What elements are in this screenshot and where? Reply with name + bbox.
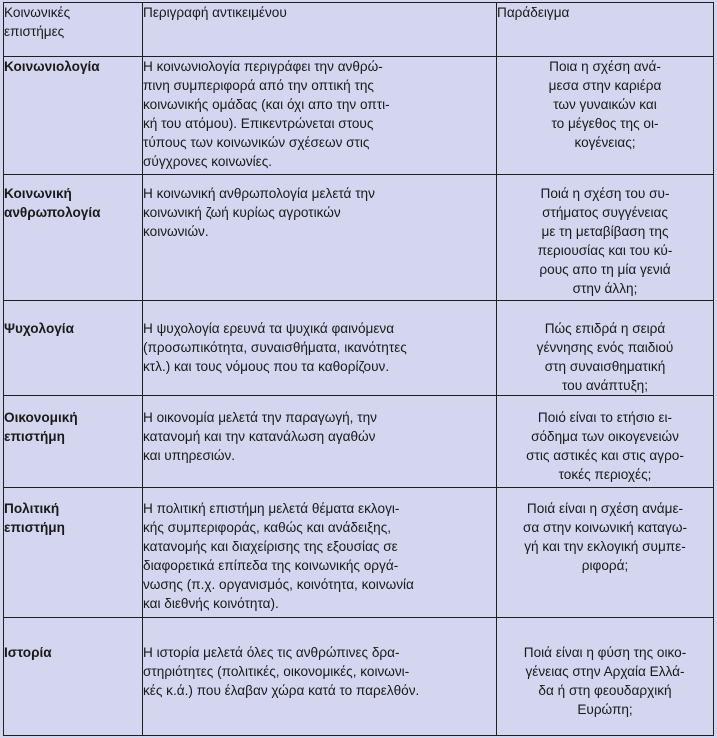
- science-example-line: των γυναικών και: [553, 97, 657, 112]
- science-description-line: διαφορετικά επίπεδα της κοινωνικής οργά-: [143, 558, 399, 573]
- science-name-cell: [4, 57, 143, 175]
- science-description-line: κοινωνικής ομάδας (και όχι απο την οπτι-: [143, 97, 390, 112]
- science-example-line: περιουσίας και του κύ-: [537, 243, 673, 258]
- science-name-line: Ψυχολογία: [4, 321, 74, 336]
- science-example-line: σα στην κοινωνική καταγω-: [523, 520, 687, 535]
- science-example-line: Ποια η σχέση ανά-: [549, 59, 661, 74]
- science-example-line: του ανάπτυξη;: [561, 378, 649, 393]
- science-description-line: Η ιστορία μελετά όλες τις ανθρώπινες δρα-: [143, 645, 400, 660]
- science-description-cell: [143, 301, 497, 396]
- science-description-line: κές κ.ά.) που έλαβαν χώρα κατά το παρελθόν.: [143, 683, 420, 698]
- science-name-line: επιστήμη: [4, 429, 65, 444]
- science-example-cell: [497, 175, 714, 301]
- table-row: [4, 618, 714, 736]
- science-description-line: τύπους των κοινωνικών σχέσεων στις: [143, 135, 370, 150]
- table-body: [4, 57, 714, 736]
- header-line: επιστήμες: [4, 24, 65, 39]
- table-row: [4, 396, 714, 488]
- science-example-line: μεσα στην καριέρα: [548, 78, 662, 93]
- science-example-cell: [497, 618, 714, 736]
- science-example-line: ριφορά;: [581, 558, 629, 573]
- science-description-line: Η ψυχολογία ερευνά τα ψυχικά φαινόμενα: [143, 321, 395, 336]
- science-example-cell: [497, 57, 714, 175]
- science-example-line: γένειας στην Αρχαία Ελλά-: [525, 664, 685, 679]
- science-description-line: Η οικονομία μελετά την παραγωγή, την: [143, 410, 377, 425]
- science-name-line: Κοινωνική: [4, 186, 72, 201]
- science-example-line: Ευρώπη;: [577, 702, 633, 717]
- science-example-line: σόδημα των οικογενειών: [531, 429, 679, 444]
- science-name-line: Κοινωνιολογία: [4, 59, 100, 74]
- science-name-line: επιστήμη: [4, 520, 65, 535]
- science-example-line: Πώς επιδρά η σειρά: [544, 321, 666, 336]
- science-example-line: το μέγεθος της οι-: [551, 116, 659, 131]
- science-name-line: Οικονομική: [4, 410, 78, 425]
- science-description-line: και διεθνής κοινότητα).: [143, 596, 279, 611]
- science-description-cell: [143, 488, 497, 618]
- table-row: [4, 488, 714, 618]
- science-example-line: Ποιά η σχέση του συ-: [540, 186, 670, 201]
- science-description-cell: [143, 175, 497, 301]
- science-example-line: γέννησης ενός παιδιού: [536, 340, 674, 355]
- science-description-line: και υπηρεσιών.: [143, 448, 236, 463]
- science-name-line: Ιστορία: [4, 645, 52, 660]
- table-row: [4, 301, 714, 396]
- science-description-cell: [143, 57, 497, 175]
- science-description-line: στηριότητες (πολιτικές, οικονομικές, κοινωνι-: [143, 664, 410, 679]
- science-name-cell: [4, 618, 143, 736]
- science-example-cell: [497, 301, 714, 396]
- table-row: [4, 175, 714, 301]
- science-description-line: κή του ατόμου). Επικεντρώνεται στους: [143, 116, 374, 131]
- science-description-line: Η κοινωνική ανθρωπολογία μελετά την: [143, 186, 375, 201]
- header-line: Κοινωνικές: [4, 5, 71, 20]
- science-name-cell: [4, 301, 143, 396]
- science-name-cell: [4, 396, 143, 488]
- header-description: Περιγραφή αντικειμένου: [143, 3, 497, 57]
- science-description-line: Η κοινωνιολογία περιγράφει την ανθρώ-: [143, 59, 383, 74]
- science-name-cell: [4, 175, 143, 301]
- science-example-line: Ποιό είναι το ετήσιο ει-: [537, 410, 673, 425]
- table-header-row: [4, 3, 714, 57]
- science-description-cell: [143, 396, 497, 488]
- science-description-line: κοινωνική ζωή κυρίως αγροτικών: [143, 205, 341, 220]
- science-description-cell: [143, 618, 497, 736]
- science-description-line: Η πολιτική επιστήμη μελετά θέματα εκλογι-: [143, 501, 400, 516]
- science-description-line: κοινωνιών.: [143, 224, 209, 239]
- science-example-line: κογένειας;: [574, 135, 636, 150]
- science-example-line: Ποιά είναι η σχέση ανάμε-: [526, 501, 684, 516]
- header-social-sciences: [4, 3, 143, 57]
- science-name-line: Πολιτική: [4, 501, 60, 516]
- table-row: [4, 57, 714, 175]
- science-name-line: ανθρωπολογία: [4, 205, 101, 220]
- science-description-line: πινη συμπεριφορά από την οπτική της: [143, 78, 374, 93]
- science-example-line: Ποιά είναι η φύση της οικο-: [523, 645, 687, 660]
- header-example: Παράδειγμα: [497, 3, 714, 57]
- science-example-line: με τη μεταβίβαση της: [541, 224, 669, 239]
- science-example-line: τοκές περιοχές;: [558, 467, 652, 482]
- science-example-cell: [497, 488, 714, 618]
- science-example-line: στην άλλη;: [572, 281, 638, 296]
- science-name-cell: [4, 488, 143, 618]
- science-description-line: κατανομής και διαχείρισης της εξουσίας σε: [143, 539, 398, 554]
- science-description-line: νωσης (π.χ. οργανισμός, κοινότητα, κοινωνία: [143, 577, 414, 592]
- science-description-line: κής συμπεριφοράς, καθώς και ανάδειξης,: [143, 520, 392, 535]
- science-example-line: στις αστικές και στις αγρο-: [526, 448, 684, 463]
- science-example-line: ρους απο τη μία γενιά: [539, 262, 671, 277]
- science-description-line: σύγχρονες κοινωνίες.: [143, 154, 273, 169]
- science-example-line: δα ή στη φεουδαρχική: [538, 683, 672, 698]
- science-example-line: γή και την εκλογική συμπε-: [524, 539, 686, 554]
- science-description-line: (προσωπικότητα, συναισθήματα, ικανότητες: [143, 340, 407, 355]
- social-sciences-table: [3, 2, 714, 736]
- science-description-line: κτλ.) και τους νόμους που τα καθορίζουν.: [143, 359, 390, 374]
- science-example-line: στη συναισθηματική: [544, 359, 666, 374]
- science-description-line: κατανομή και την κατανάλωση αγαθών: [143, 429, 376, 444]
- science-example-line: στήματος συγγένειας: [542, 205, 668, 220]
- science-example-cell: [497, 396, 714, 488]
